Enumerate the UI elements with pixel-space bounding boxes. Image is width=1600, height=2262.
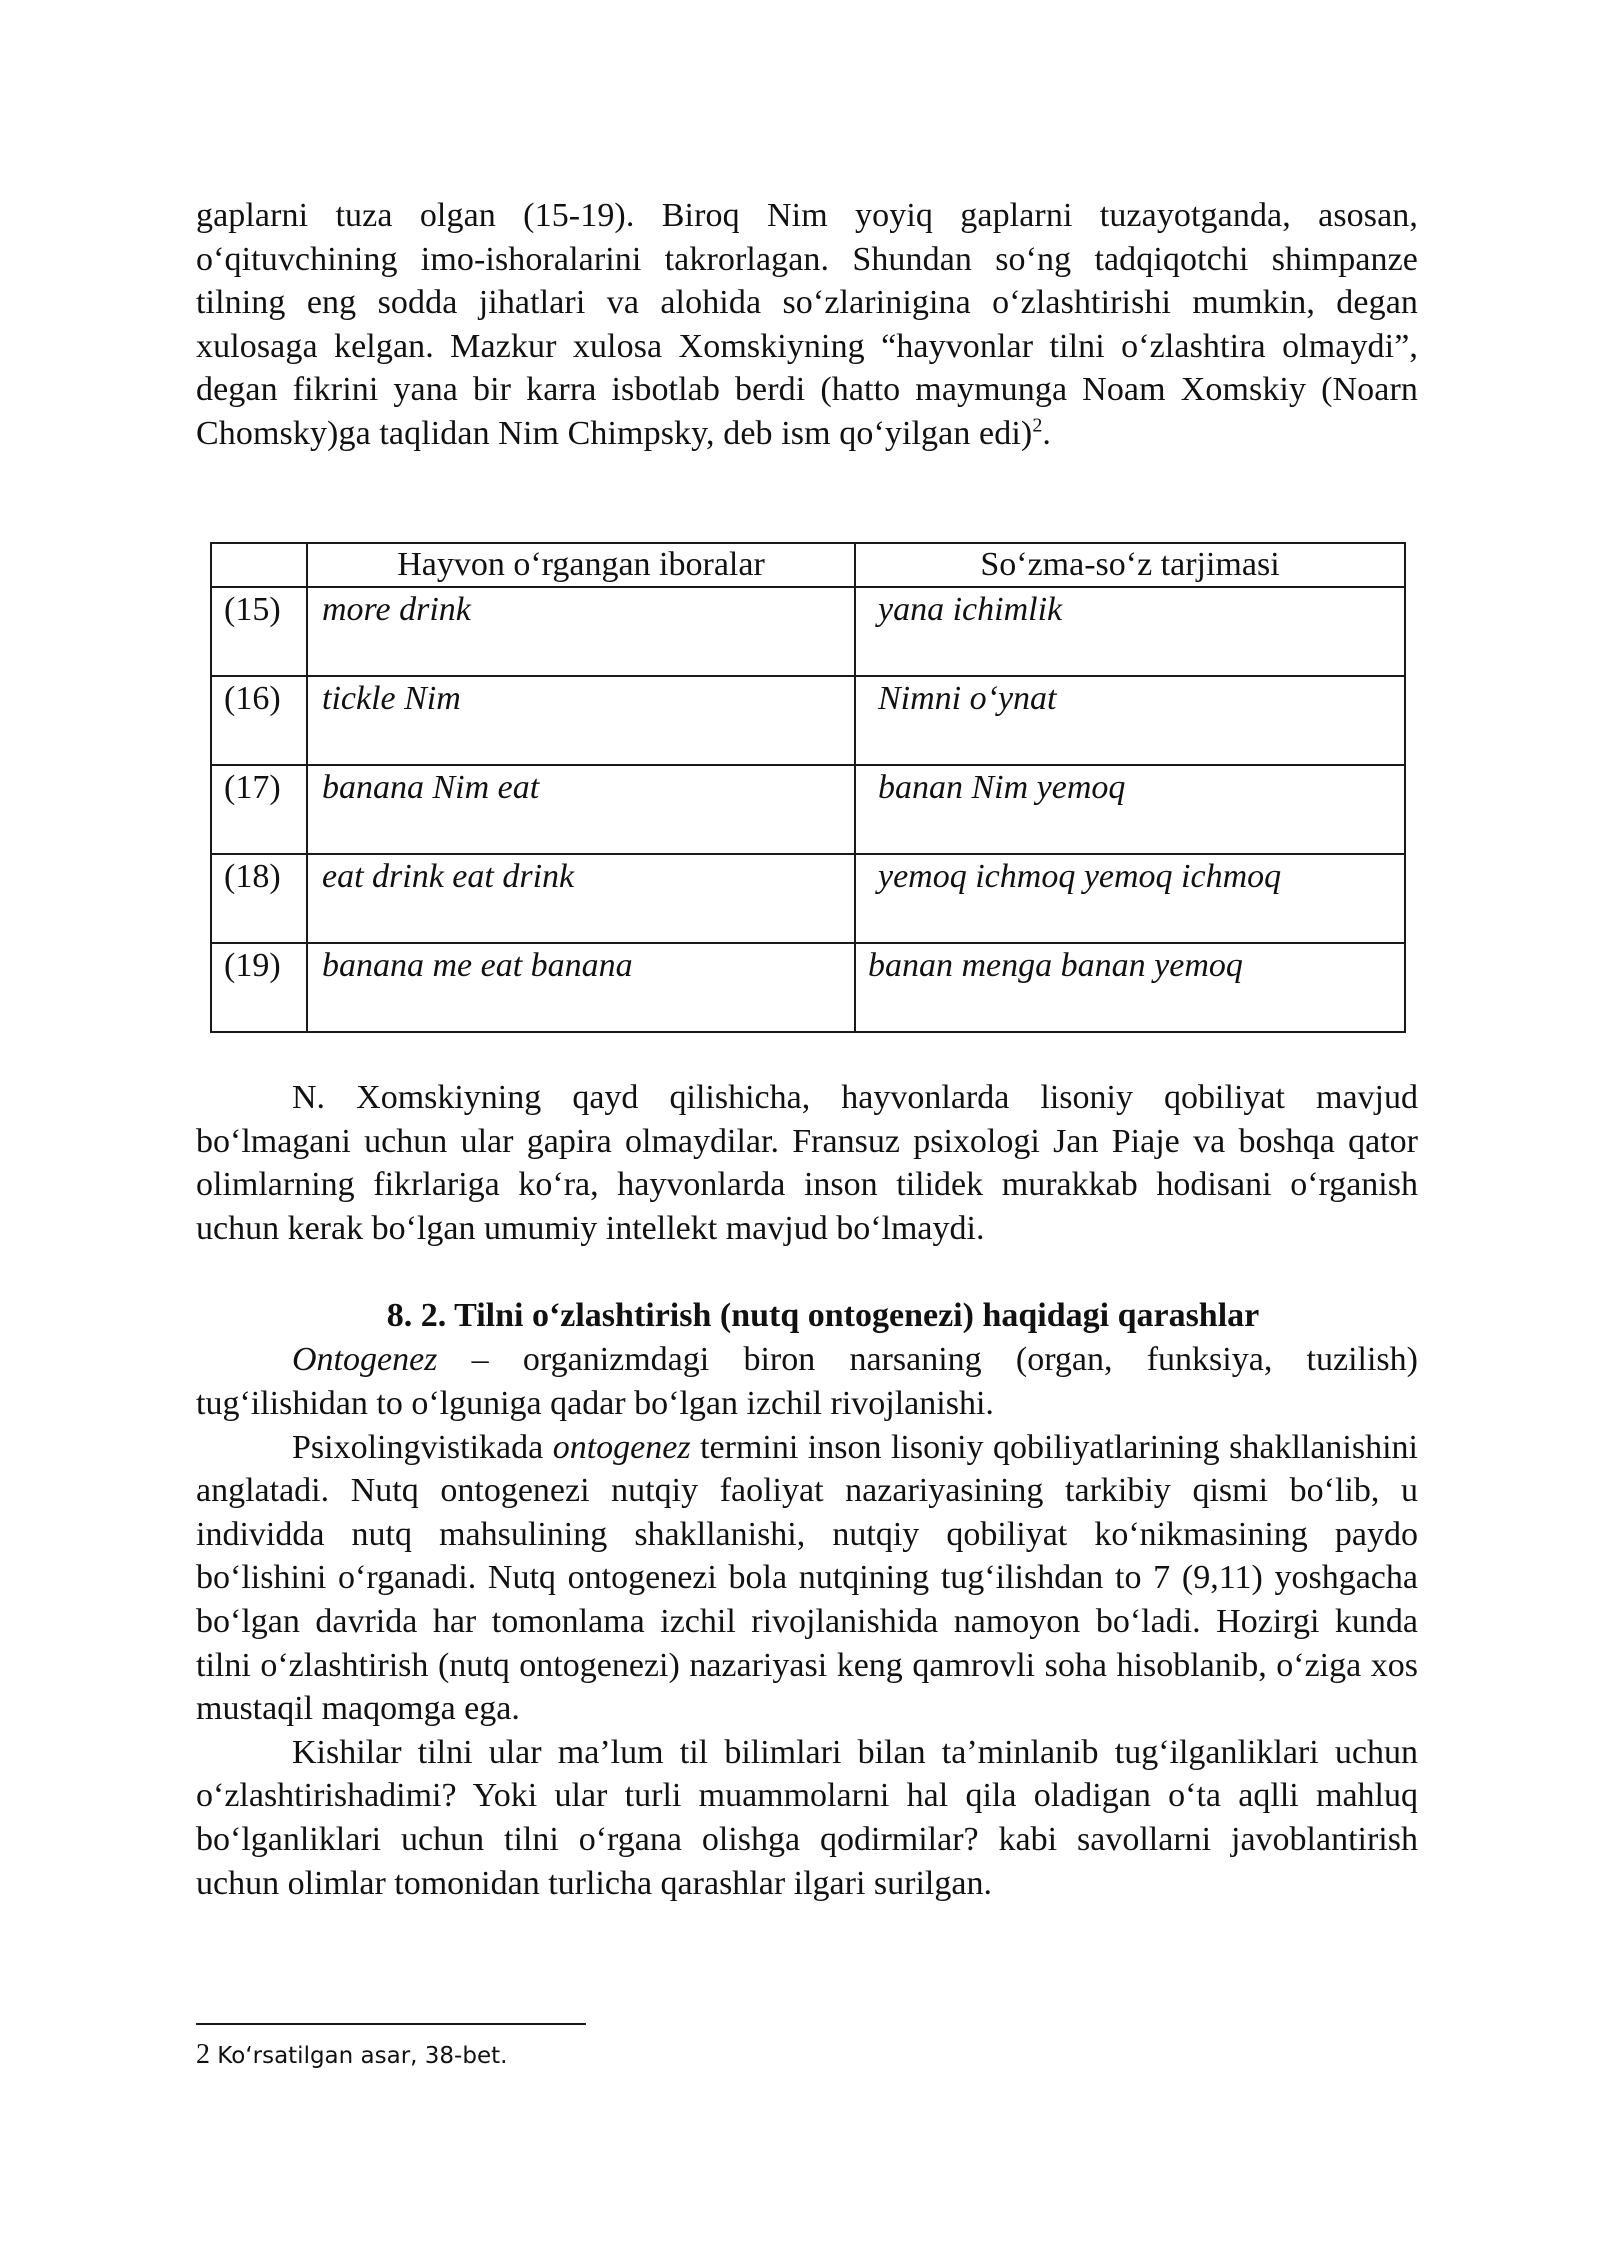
table-row: [211, 587, 1405, 676]
row-number-cell: [211, 676, 307, 765]
phrase-text: banana Nim eat: [322, 769, 540, 806]
intro-end: .: [1042, 414, 1052, 452]
table-header-row: [211, 543, 1405, 587]
psixo-after: termini inson lisoniy qobiliyatlarining shakllanishini anglatadi. Nutq ontogenezi nutqiy faoliyat nazariyasining tarkibiy qismi bo‘lib, u individda nutq mahsulining shakllanishi, nutqiy qobiliyat ko‘nikmasining paydo bo‘lishini o‘rganadi. Nutq ontogenezi bola nutqining tug‘ilishdan to 7 (9,11) yoshgacha bo‘lgan davrida har tomonlama izchil rivojlanishida namoyon bo‘ladi. Hozirgi kunda tilni o‘zlashtirish (nutq ontogenezi) nazariyasi keng qamrovli soha hisoblanib, o‘ziga xos mustaqil maqomga ega.: [196, 1428, 1419, 1728]
paragraph-psixolingvistika: [196, 1426, 1418, 1731]
row-number-cell: [211, 943, 307, 1032]
phrase-cell: [307, 854, 855, 943]
intro-text: gaplarni tuza olgan (15-19). Biroq Nim yoyiq gaplarni tuzayotganda, asosan, o‘qituvchining imo-ishoralarini takrorlagan. Shundan so‘ng tadqiqotchi shimpanze tilning eng sodda jihatlari va alohida so‘zlariniginа o‘zlashtirishi mumkin, degan xulosaga kelgan. Mazkur xulosa Xomskiyning “hayvonlar tilni o‘zlashtira olmaydi”, degan fikrini yana bir karra isbotlab berdi (hatto maymunga Noam Xomskiy (Noarn Chomsky)ga taqlidan Nim Chimpsky, deb ism qo‘yilgan edi): [196, 197, 1418, 452]
translation-text: banan Nim yemoq: [878, 769, 1126, 806]
definition-text: – organizmdagi biron narsaning (organ, funksiya, tuzilish) tug‘ilishidan to o‘lguniga qadar bo‘lgan izchil rivojlanishi.: [196, 1341, 1418, 1422]
row-number: (18): [224, 858, 281, 895]
row-number-cell: [211, 587, 307, 676]
main-body: [196, 1076, 1418, 1905]
footnote-divider: [196, 2023, 586, 2025]
paragraph-xomskiy: N. Xomskiyning qayd qilishicha, hayvonlarda lisoniy qobiliyat mavjud bo‘lmagani uchun ular gapira olmaydilar. Fransuz psixologi Jan Piaje va boshqa qator olimlarning fikrlariga ko‘ra, hayvonlarda inson tilidek murakkab hodisani o‘rganish uchun kerak bo‘lgan umumiy intellekt mavjud bo‘lmaydi.: [196, 1079, 1418, 1247]
paragraph-definition: [196, 1338, 1418, 1425]
table-row: [211, 676, 1405, 765]
paragraph-intro: [196, 194, 1418, 456]
phrases-table: [210, 542, 1406, 1033]
header-phrases: Hayvon o‘rgangan iboralar: [307, 543, 855, 587]
footnote-marker: 2: [196, 2039, 210, 2070]
paragraph-kishilar: Kishilar tilni ular ma’lum til bilimlari bilan ta’minlanib tug‘ilganliklari uchun o‘zlashtirishadimi? Yoki ular turli muammolarni hal qila oladigan o‘ta aqlli mahluq bo‘lganliklari uchun tilni o‘rgana olishga qodirmilar? kabi savollarni javoblantirish uchun olimlar tomonidan turlicha qarashlar ilgari surilgan.: [196, 1733, 1418, 1902]
translation-cell: [855, 765, 1405, 854]
spacer: [196, 1250, 1418, 1294]
translation-text: Nimni o‘ynat: [878, 680, 1057, 717]
row-number: (16): [224, 680, 281, 717]
footnote-text: Ko‘rsatilgan asar, 38-bet.: [210, 2043, 508, 2069]
row-number-cell: [211, 765, 307, 854]
phrase-text: eat drink eat drink: [322, 858, 575, 895]
header-number: [211, 543, 307, 587]
row-number: (15): [224, 591, 281, 628]
translation-cell: [855, 943, 1405, 1032]
row-number: (17): [224, 769, 281, 806]
phrase-text: more drink: [322, 591, 471, 628]
phrase-cell: [307, 765, 855, 854]
translation-cell: [855, 676, 1405, 765]
document-page: [196, 194, 1419, 1902]
footnote: [196, 2040, 507, 2071]
phrase-cell: [307, 943, 855, 1032]
psixo-before: Psixolingvistikada: [292, 1428, 553, 1466]
row-number-cell: [211, 854, 307, 943]
phrase-cell: [307, 587, 855, 676]
phrase-text: tickle Nim: [322, 680, 461, 717]
definition-term: Ontogenez: [292, 1341, 438, 1379]
translation-text: yana ichimlik: [878, 591, 1063, 628]
translation-text: yemoq ichmoq yemoq ichmoq: [878, 858, 1282, 895]
psixo-term: ontogenez: [552, 1428, 691, 1466]
phrase-cell: [307, 676, 855, 765]
row-number: (19): [224, 947, 281, 984]
translation-cell: [855, 854, 1405, 943]
table-row: [211, 943, 1405, 1032]
table-row: [211, 854, 1405, 943]
phrase-text: banana me eat banana: [322, 947, 633, 984]
footnote-reference[interactable]: 2: [1032, 414, 1043, 437]
translation-cell: [855, 587, 1405, 676]
header-translation: So‘zma-so‘z tarjimasi: [855, 543, 1405, 587]
table-row: [211, 765, 1405, 854]
section-heading: 8. 2. Tilni o‘zlashtirish (nutq ontogenezi) haqidagi qarashlar: [386, 1297, 1260, 1335]
translation-text: banan menga banan yemoq: [868, 947, 1243, 984]
